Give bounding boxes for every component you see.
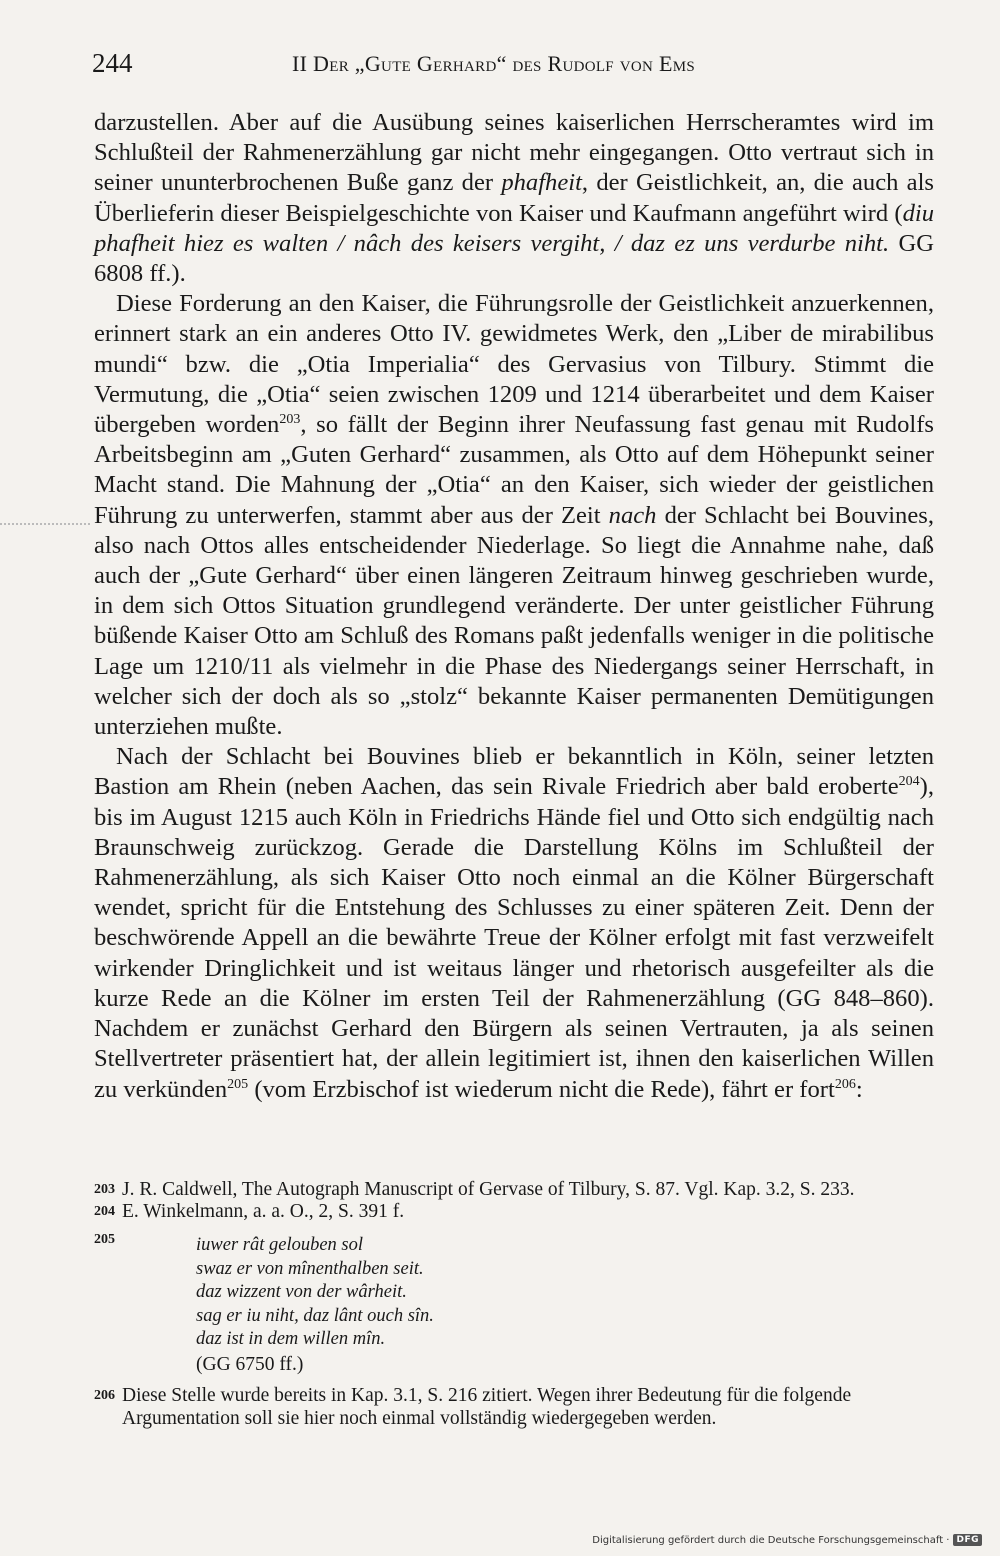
footnote-text: J. R. Caldwell, The Autograph Manuscript of Gervase of Tilbury, S. 87. Vgl. Kap. 3.2, S. 233. (122, 1179, 855, 1200)
verse-line: sag er iu niht, daz lânt ouch sîn. (196, 1305, 434, 1326)
footnote-ref-203: 203 (279, 412, 301, 428)
footnote-text: Diese Stelle wurde bereits in Kap. 3.1, S. 216 zitiert. Wegen ihrer Bedeutung für die folgende Argumentation soll sie hier noch einmal vollständig wiedergegeben werden. (122, 1385, 852, 1429)
dfg-logo-icon: DFG (953, 1534, 982, 1546)
main-text (94, 108, 934, 1105)
footnote-204 (94, 1200, 934, 1223)
digitization-credit (592, 1534, 982, 1546)
verse-line: daz wizzent von der wârheit. (196, 1282, 407, 1302)
verse-quote (196, 1234, 434, 1352)
bleed-through-dots (0, 523, 90, 529)
footnote-ref-206: 206 (834, 1076, 856, 1092)
footnote-203 (94, 1178, 934, 1201)
paragraph-1: darzustellen. Aber auf die Ausübung seines kaiserlichen Herrscheramtes wird im Schlußteil der Rahmenerzählung gar nicht mehr eingegangen. Otto vertraut sich in seiner ununterbrochenen Buße ganz der phafheit, der Geistlichkeit, an, die auch als Überlieferin dieser Beispielgeschichte von Kaiser und Kaufmann angeführt wird (diu phafheit hiez es walten / nâch des keisers vergiht, / daz ez uns verdurbe niht. GG 6808 ff.). (94, 109, 935, 288)
verse-line: iuwer rât gelouben sol (196, 1235, 364, 1255)
credit-text: Digitalisierung gefördert durch die Deutsche Forschungsgemeinschaft · (592, 1534, 950, 1546)
footnote-text: E. Winkelmann, a. a. O., 2, S. 391 f. (122, 1201, 405, 1222)
footnote-ref-204: 204 (898, 774, 920, 790)
verse-reference: (GG 6750 ff.) (196, 1354, 304, 1375)
footnote-number: 204 (94, 1204, 115, 1219)
footnote-206 (94, 1384, 934, 1430)
page-header (92, 48, 934, 88)
footnote-number: 203 (94, 1182, 115, 1197)
verse-line: swaz er von mînenthalben seit. (196, 1258, 424, 1279)
footnote-number: 205 (94, 1232, 115, 1247)
paragraph-3: Nach der Schlacht bei Bouvines blieb er bekanntlich in Köln, seiner letzten Bastion am Rhein (neben Aachen, das sein Rivale Friedrich aber bald eroberte$^{204}$), bis im August 1215 auch Köln in Friedrichs Hände fiel und Otto sich endgültig nach Braunschweig zurückzog. Gerade die Darstellung Kölns im Schlußteil der Rahmenerzählung, als sich Kaiser Otto noch einmal an die Kölner Bürgerschaft wendet, spricht für die Entstehung des Schlusses zu einer späteren Zeit. Denn der beschwörende Appell an die bewährte Treue der Kölner erfolgt mit fast verzweifelt wirkender Dringlichkeit und ist weitaus länger und rhetorisch ausgefeilter als die kurze Rede an die Kölner im ersten Teil der Rahmenerzählung (GG 848–860). Nachdem er zunächst Gerhard den Bürgern als seinen Vertrauten, ja als seinen Stellvertreter präsentiert hat, der allein legitimiert ist, ihnen den kaiserlichen Willen zu verkünden$^{205}$ (vom Erzbischof ist wiederum nicht die Rede), fährt er fort$^{206}$: (94, 743, 934, 1103)
running-head: II Der „Gute Gerhard“ des Rudolf von Ems (292, 51, 695, 76)
verse-line: daz ist in dem willen mîn. (196, 1329, 386, 1349)
paragraph-2: Diese Forderung an den Kaiser, die Führungsrolle der Geistlichkeit anzuerkennen, erinnert stark an ein anderes Otto IV. gewidmetes Werk, den „Liber de mirabilibus mundi“ bzw. die „Otia Imperialia“ des Gervasius von Tilbury. Stimmt die Vermutung, die „Otia“ seien zwischen 1209 und 1214 überarbeitet und dem Kaiser übergeben worden$^{203}$, so fällt der Beginn ihrer Neufassung fast genau mit Rudolfs Arbeitsbeginn am „Guten Gerhard“ zusammen, als Otto auf dem Höhepunkt seiner Macht stand. Die Mahnung der „Otia“ an den Kaiser, sich wieder der geistlichen Führung zu unterwerfen, stammt aber aus der Zeit nach der Schlacht bei Bouvines, also nach Ottos alles entscheidender Niederlage. So liegt die Annahme nahe, daß auch der „Gute Gerhard“ über einen längeren Zeitraum hinweg geschrieben wurde, in dem sich Ottos Situation grundlegend veränderte. Der unter geistlicher Führung büßende Kaiser Otto am Schluß des Romans paßt jedenfalls weniger in die politische Lage um 1210/11 als vielmehr in die Phase des Niedergangs seiner Herrschaft, in welcher sich der doch als so „stolz“ bekannte Kaiser permanenten Demütigungen unterziehen mußte. (94, 290, 934, 741)
footnote-number: 206 (94, 1388, 115, 1403)
footnote-ref-205: 205 (227, 1076, 249, 1092)
page-number: 244 (92, 48, 133, 78)
